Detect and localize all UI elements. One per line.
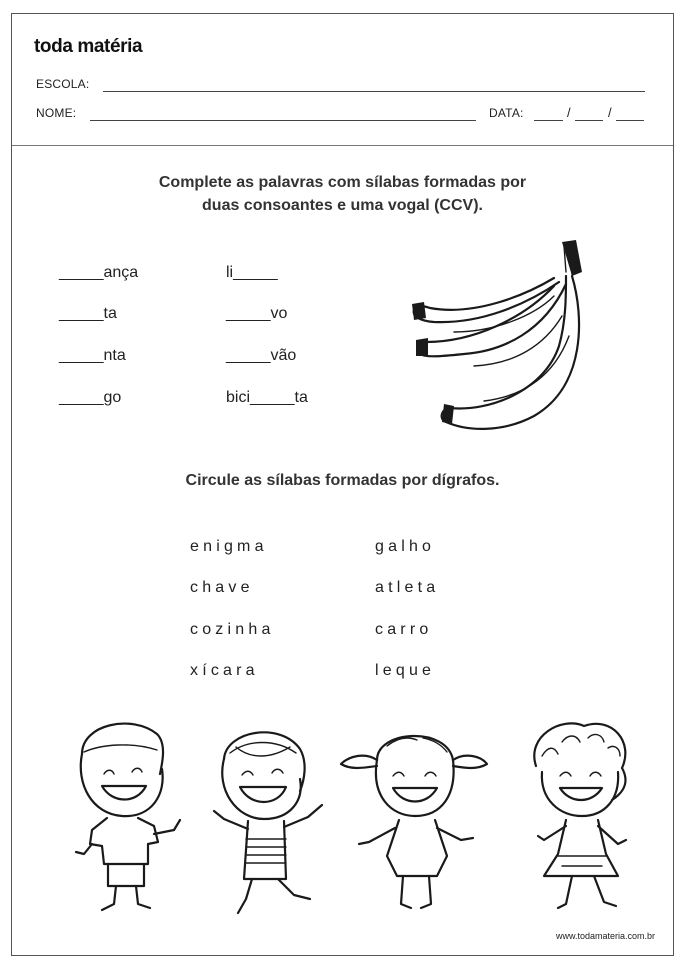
curly-hair-girl-illustration xyxy=(522,716,642,916)
website-link[interactable]: www.todamateria.com.br xyxy=(555,931,655,941)
circle-word[interactable]: chave xyxy=(190,579,254,596)
girl-with-pigtails-illustration xyxy=(337,716,487,916)
jumping-kid-illustration xyxy=(200,719,330,919)
school-field[interactable] xyxy=(103,91,645,92)
fill-word[interactable]: _____nta xyxy=(59,347,126,364)
circle-word[interactable]: enigma xyxy=(190,538,268,555)
worksheet-header xyxy=(12,14,673,146)
banana-bunch-illustration xyxy=(394,236,614,436)
exercise2-instruction: Circule as sílabas formadas por dígrafos. xyxy=(185,472,500,489)
worksheet xyxy=(11,13,674,956)
circle-word[interactable]: carro xyxy=(375,621,433,638)
date-separator: / xyxy=(567,105,571,120)
fill-word[interactable]: li_____ xyxy=(226,264,278,281)
fill-word[interactable]: _____vo xyxy=(226,305,288,322)
name-field[interactable] xyxy=(90,120,476,121)
fill-word[interactable]: bici_____ta xyxy=(226,389,308,406)
date-month-field[interactable] xyxy=(575,120,603,121)
school-label: ESCOLA: xyxy=(36,77,90,91)
circle-word[interactable]: leque xyxy=(375,662,436,679)
name-label: NOME: xyxy=(36,106,77,120)
exercise1-instruction-line1: Complete as palavras com sílabas formadas por xyxy=(158,174,527,191)
fill-word[interactable]: _____vão xyxy=(226,347,297,364)
fill-word[interactable]: _____go xyxy=(59,389,122,406)
boy-illustration xyxy=(62,714,192,914)
brand-logo: toda matéria xyxy=(34,36,143,57)
date-separator: / xyxy=(608,105,612,120)
exercise1-instruction-line2: duas consoantes e uma vogal (CCV). xyxy=(202,197,483,214)
fill-word[interactable]: _____ança xyxy=(59,264,139,281)
circle-word[interactable]: atleta xyxy=(375,579,440,596)
circle-word[interactable]: cozinha xyxy=(190,621,275,638)
date-year-field[interactable] xyxy=(616,120,644,121)
circle-word[interactable]: galho xyxy=(375,538,436,555)
circle-word[interactable]: xícara xyxy=(190,662,259,679)
fill-word[interactable]: _____ta xyxy=(59,305,117,322)
date-day-field[interactable] xyxy=(534,120,563,121)
date-label: DATA: xyxy=(489,106,524,120)
